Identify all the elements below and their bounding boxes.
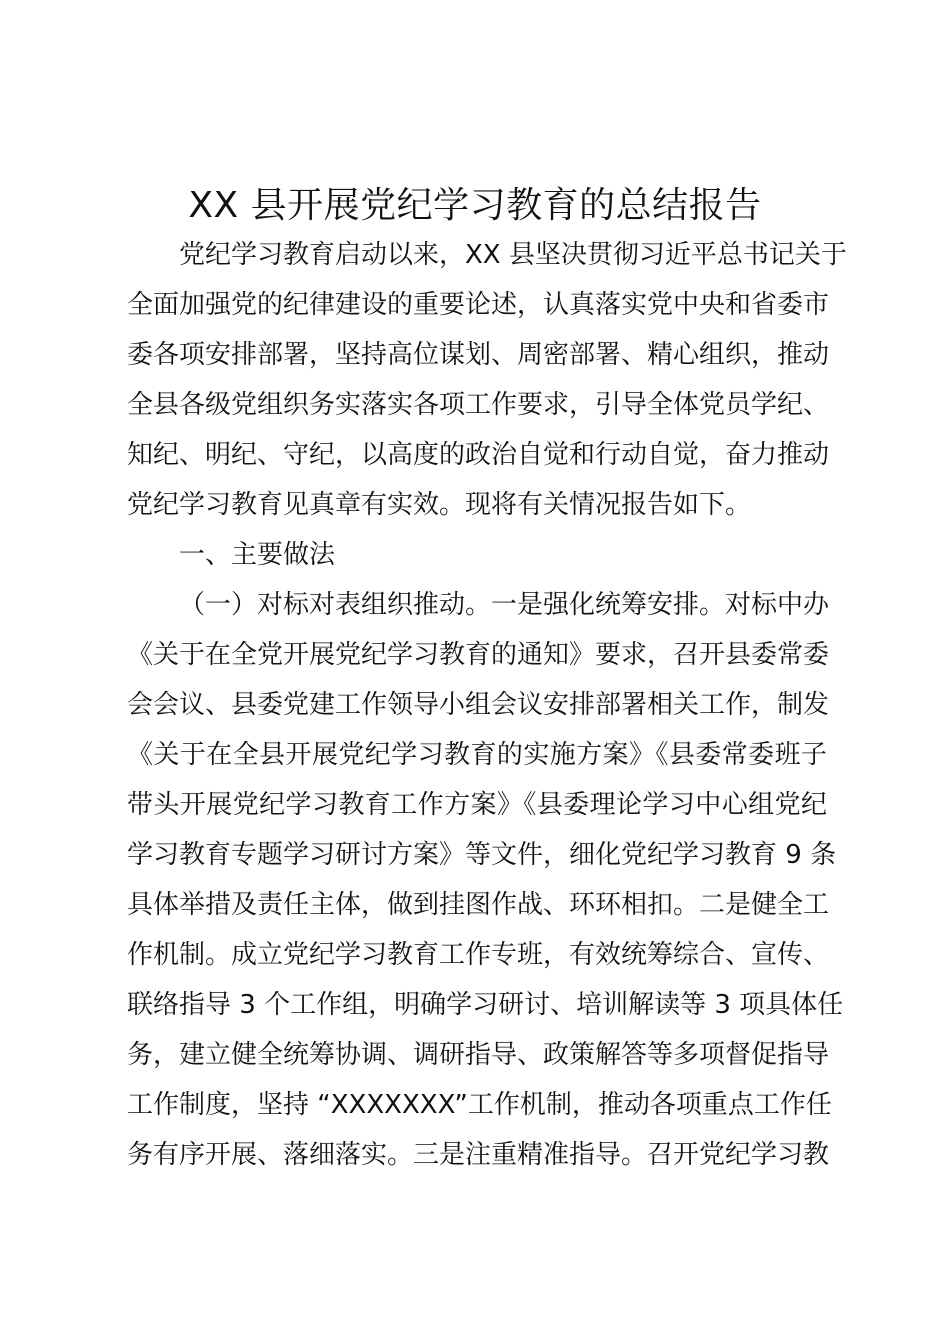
paragraph-line: 作机制。成立党纪学习教育工作专班，有效统筹综合、宣传、 [127, 940, 830, 970]
paragraph-line: 务有序开展、落细落实。三是注重精准指导。召开党纪学习教 [127, 1140, 830, 1170]
paragraph-line: 联络指导 3 个工作组，明确学习研讨、培训解读等 3 项具体任 [127, 990, 844, 1020]
paragraph-line: 党纪学习教育启动以来，XX 县坚决贯彻习近平总书记关于 [179, 240, 847, 270]
paragraph-line: 《关于在全党开展党纪学习教育的通知》要求，召开县委常委 [127, 640, 830, 670]
paragraph-line: 知纪、明纪、守纪，以高度的政治自觉和行动自觉，奋力推动 [127, 440, 830, 470]
paragraph-line: 委各项安排部署，坚持高位谋划、周密部署、精心组织，推动 [127, 340, 830, 370]
document-title: XX 县开展党纪学习教育的总结报告 [188, 185, 762, 226]
paragraph-line: 会会议、县委党建工作领导小组会议安排部署相关工作，制发 [127, 690, 830, 720]
paragraph-line: 《关于在全县开展党纪学习教育的实施方案》《县委常委班子 [127, 740, 827, 770]
paragraph-line: （一）对标对表组织推动。一是强化统筹安排。对标中办 [179, 590, 830, 620]
paragraph-line: 全面加强党的纪律建设的重要论述，认真落实党中央和省委市 [127, 290, 830, 320]
paragraph-line: 工作制度，坚持 “XXXXXXX”工作机制，推动各项重点工作任 [127, 1090, 832, 1120]
paragraph-line: 务，建立健全统筹协调、调研指导、政策解答等多项督促指导 [127, 1040, 830, 1070]
section-heading: 一、主要做法 [179, 540, 336, 570]
paragraph-line: 全县各级党组织务实落实各项工作要求，引导全体党员学纪、 [127, 390, 830, 420]
paragraph-line: 带头开展党纪学习教育工作方案》《县委理论学习中心组党纪 [127, 790, 827, 820]
paragraph-line: 学习教育专题学习研讨方案》等文件，细化党纪学习教育 9 条 [127, 840, 837, 870]
paragraph-line: 具体举措及责任主体，做到挂图作战、环环相扣。二是健全工 [127, 890, 830, 920]
paragraph-line: 党纪学习教育见真章有实效。现将有关情况报告如下。 [127, 490, 752, 520]
